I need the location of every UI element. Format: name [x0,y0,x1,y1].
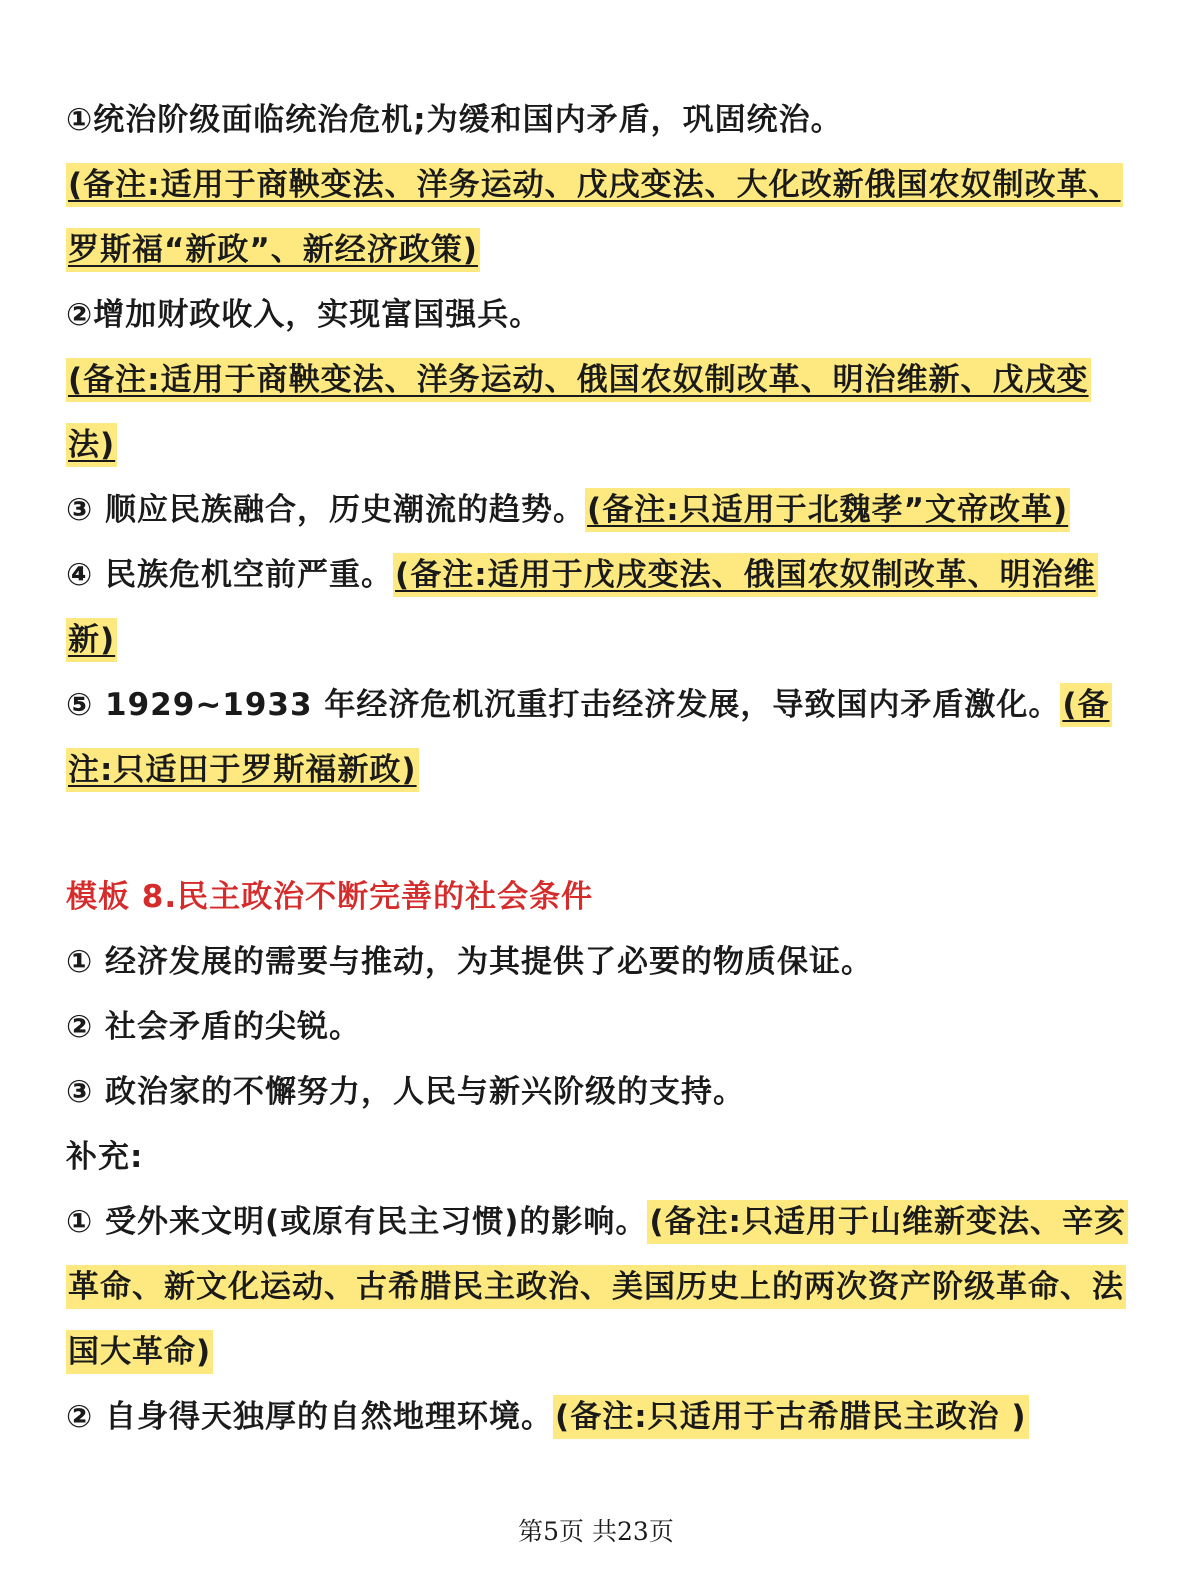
supplement-label: 补充: [66,1139,144,1175]
section-heading: 模板 8.民主政治不断完善的社会条件 [66,879,594,915]
condition-item-1: ① 经济发展的需要与推动，为其提供了必要的物质保证。 [66,944,874,980]
page-number: 第5页 共23页 [518,1517,674,1546]
note-1-highlight: (备注:适用于商鞅变法、洋务运动、戊戌变法、大化改新俄国农奴制改革、罗斯福“新政”、新经济政策) [66,163,1123,272]
supplement-note-1-highlight: (备注:只适用于山维新变法、辛亥革命、新文化运动、古希腊民主政治、美国历史上的两次资产阶级革命、法国大革命) [66,1200,1128,1374]
note-1 [66,153,1126,283]
item-2-text: ②增加财政收入，实现富国强兵。 [66,297,542,333]
item-3-text: ③ 顺应民族融合，历史潮流的趋势。 [66,492,586,528]
document-content [66,88,1126,1450]
section-gap [66,803,1126,865]
supplement-item-1 [66,1190,1126,1385]
note-4-highlight: (备注:适用于戊戌变法、俄国农奴制改革、明治维新) [66,553,1098,662]
item-2 [66,283,1126,348]
item-5 [66,673,1126,803]
note-5-highlight: (备注:只适田于罗斯福新政) [66,683,1112,792]
supplement-note-2-highlight: (备注:只适用于古希腊民主政治 ) [553,1395,1029,1439]
note-3-highlight: (备注:只适用于北魏孝”文帝改革) [585,488,1070,532]
item-4 [66,543,1126,673]
item-4-text: ④ 民族危机空前严重。 [66,557,394,593]
condition-item-2: ② 社会矛盾的尖锐。 [66,1009,362,1045]
item-1 [66,88,1126,153]
item-3 [66,478,1126,543]
supplement-item-2-text: ② 自身得天独厚的自然地理环境。 [66,1399,554,1435]
condition-item-3: ③ 政治家的不懈努力，人民与新兴阶级的支持。 [66,1074,746,1110]
item-5-text: ⑤ 1929~1933 年经济危机沉重打击经济发展，导致国内矛盾激化。 [66,687,1061,723]
note-2 [66,348,1126,478]
supplement-item-1-text: ① 受外来文明(或原有民主习惯)的影响。 [66,1204,648,1240]
supplement-item-2 [66,1385,1126,1450]
item-1-text: ①统治阶级面临统治危机;为缓和国内矛盾，巩固统治。 [66,102,843,138]
note-2-highlight: (备注:适用于商鞅变法、洋务运动、俄国农奴制改革、明治维新、戊戌变法) [66,358,1091,467]
